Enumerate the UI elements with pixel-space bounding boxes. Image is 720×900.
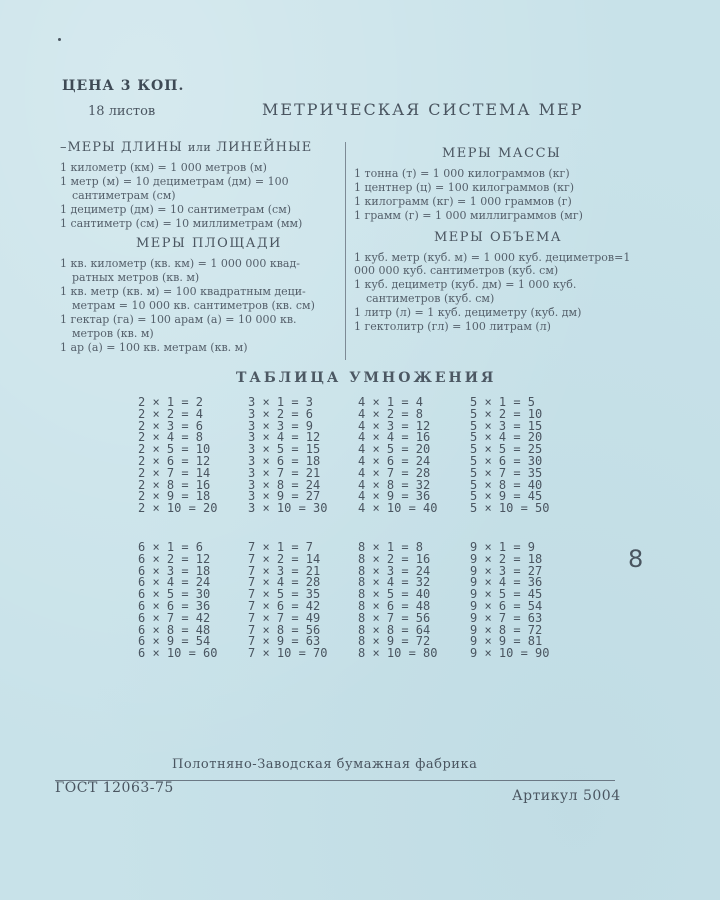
area-line: 1 кв. километр (кв. км) = 1 000 000 квад- xyxy=(60,257,300,270)
multiplication-row: 3 × 9 = 27 xyxy=(248,489,321,504)
multiplication-row: 9 × 2 = 18 xyxy=(470,551,543,566)
multiplication-row: 2 × 5 = 10 xyxy=(138,442,211,457)
multiplication-row: 8 × 6 = 48 xyxy=(358,598,431,613)
mass-line: 1 килограмм (кг) = 1 000 граммов (г) xyxy=(354,195,572,208)
multiplication-row: 6 × 1 = 6 xyxy=(138,540,204,554)
multiplication-row: 5 × 3 = 15 xyxy=(470,418,543,433)
multiplication-block xyxy=(470,397,549,515)
multiplication-block xyxy=(138,542,217,660)
multiplication-row: 7 × 8 = 56 xyxy=(248,622,321,637)
multiplication-row: 4 × 2 = 8 xyxy=(358,406,424,421)
multiplication-row: 6 × 10 = 60 xyxy=(138,646,218,661)
multiplication-row: 5 × 1 = 5 xyxy=(470,395,536,409)
multiplication-row: 3 × 6 = 18 xyxy=(248,453,321,468)
multiplication-row: 5 × 10 = 50 xyxy=(470,501,550,516)
multiplication-row: 5 × 4 = 20 xyxy=(470,430,543,445)
multiplication-row: 7 × 4 = 28 xyxy=(248,575,321,590)
multiplication-row: 4 × 9 = 36 xyxy=(358,489,431,504)
multiplication-row: 6 × 5 = 30 xyxy=(138,587,211,602)
length-title-or: или xyxy=(188,141,212,154)
multiplication-row: 4 × 7 = 28 xyxy=(358,465,431,480)
multiplication-row: 8 × 2 = 16 xyxy=(358,551,431,566)
column-divider xyxy=(345,142,346,360)
multiplication-row: 5 × 6 = 30 xyxy=(470,453,543,468)
mass-line: 1 центнер (ц) = 100 килограммов (кг) xyxy=(354,181,575,194)
multiplication-row: 9 × 8 = 72 xyxy=(470,622,543,637)
volume-line-cont: сантиметров (куб. см) xyxy=(366,292,495,305)
multiplication-row: 2 × 3 = 6 xyxy=(138,418,204,433)
length-title-main: МЕРЫ ДЛИНЫ xyxy=(67,140,183,155)
multiplication-row: 9 × 6 = 54 xyxy=(470,598,543,613)
multiplication-row: 2 × 6 = 12 xyxy=(138,453,211,468)
multiplication-row: 9 × 3 = 27 xyxy=(470,563,543,578)
multiplication-row: 5 × 2 = 10 xyxy=(470,406,543,421)
length-line: 1 дециметр (дм) = 10 сантиметрам (см) xyxy=(60,203,292,216)
multiplication-row: 5 × 8 = 40 xyxy=(470,477,543,492)
multiplication-row: 4 × 3 = 12 xyxy=(358,418,431,433)
factory-name: Полотняно-Заводская бумажная фабрика xyxy=(172,757,478,772)
multiplication-row: 8 × 7 = 56 xyxy=(358,610,431,625)
multiplication-block xyxy=(470,542,549,660)
multiplication-block xyxy=(358,397,437,515)
multiplication-row: 4 × 5 = 20 xyxy=(358,442,431,457)
multiplication-row: 7 × 10 = 70 xyxy=(248,646,328,661)
article-number: Артикул 5004 xyxy=(512,788,621,804)
multiplication-row: 3 × 5 = 15 xyxy=(248,442,321,457)
multiplication-row: 7 × 7 = 49 xyxy=(248,610,321,625)
left-measures-column xyxy=(60,140,340,355)
multiplication-row: 4 × 10 = 40 xyxy=(358,501,438,516)
multiplication-row: 4 × 6 = 24 xyxy=(358,453,431,468)
multiplication-row: 9 × 9 = 81 xyxy=(470,634,543,649)
price-label: ЦЕНА 3 КОП. xyxy=(62,78,185,94)
length-line: 1 километр (км) = 1 000 метров (м) xyxy=(60,161,267,174)
multiplication-row: 9 × 1 = 9 xyxy=(470,540,536,554)
multiplication-row: 4 × 1 = 4 xyxy=(358,395,424,409)
multiplication-row: 6 × 8 = 48 xyxy=(138,622,211,637)
mass-section-title: МЕРЫ МАССЫ xyxy=(442,146,562,161)
mass-line: 1 тонна (т) = 1 000 килограммов (кг) xyxy=(354,167,570,180)
multiplication-row: 8 × 5 = 40 xyxy=(358,587,431,602)
multiplication-row: 3 × 10 = 30 xyxy=(248,501,328,516)
multiplication-table-title: ТАБЛИЦА УМНОЖЕНИЯ xyxy=(236,370,497,386)
multiplication-row: 3 × 1 = 3 xyxy=(248,395,314,409)
multiplication-row: 8 × 1 = 8 xyxy=(358,540,424,554)
length-line-cont: сантиметрам (см) xyxy=(72,189,176,202)
multiplication-row: 7 × 5 = 35 xyxy=(248,587,321,602)
length-line: 1 сантиметр (см) = 10 миллиметрам (мм) xyxy=(60,217,303,230)
length-title-alt: ЛИНЕЙНЫЕ xyxy=(216,140,313,155)
area-line-cont: метрам = 10 000 кв. сантиметров (кв. см) xyxy=(72,299,315,312)
area-line: 1 ар (а) = 100 кв. метрам (кв. м) xyxy=(60,341,248,354)
multiplication-block xyxy=(248,542,327,660)
multiplication-row: 8 × 8 = 64 xyxy=(358,622,431,637)
gost-code: ГОСТ 12063-75 xyxy=(55,780,174,796)
volume-line: 1 гектолитр (гл) = 100 литрам (л) xyxy=(354,320,551,333)
multiplication-row: 5 × 9 = 45 xyxy=(470,489,543,504)
volume-line: 1 литр (л) = 1 куб. дециметру (куб. дм) xyxy=(354,306,582,319)
multiplication-row: 2 × 4 = 8 xyxy=(138,430,204,445)
multiplication-row: 3 × 2 = 6 xyxy=(248,406,314,421)
multiplication-row: 2 × 10 = 20 xyxy=(138,501,218,516)
multiplication-row: 8 × 10 = 80 xyxy=(358,646,438,661)
multiplication-row: 3 × 8 = 24 xyxy=(248,477,321,492)
multiplication-block xyxy=(248,397,327,515)
multiplication-row: 2 × 7 = 14 xyxy=(138,465,211,480)
multiplication-row: 4 × 4 = 16 xyxy=(358,430,431,445)
page-title: МЕТРИЧЕСКАЯ СИСТЕМА МЕР xyxy=(262,100,584,119)
multiplication-block xyxy=(138,397,217,515)
multiplication-row: 4 × 8 = 32 xyxy=(358,477,431,492)
multiplication-row: 2 × 8 = 16 xyxy=(138,477,211,492)
multiplication-row: 5 × 5 = 25 xyxy=(470,442,543,457)
multiplication-row: 8 × 4 = 32 xyxy=(358,575,431,590)
multiplication-row: 3 × 7 = 21 xyxy=(248,465,321,480)
area-line-cont: ратных метров (кв. м) xyxy=(72,271,200,284)
area-section-title: МЕРЫ ПЛОЩАДИ xyxy=(136,236,282,251)
multiplication-row: 7 × 9 = 63 xyxy=(248,634,321,649)
multiplication-row: 7 × 3 = 21 xyxy=(248,563,321,578)
multiplication-row: 6 × 6 = 36 xyxy=(138,598,211,613)
multiplication-row: 3 × 3 = 9 xyxy=(248,418,314,433)
multiplication-row: 9 × 10 = 90 xyxy=(470,646,550,661)
multiplication-row: 8 × 9 = 72 xyxy=(358,634,431,649)
multiplication-row: 6 × 7 = 42 xyxy=(138,610,211,625)
area-line-cont: метров (кв. м) xyxy=(72,327,154,340)
multiplication-row: 9 × 5 = 45 xyxy=(470,587,543,602)
mass-line: 1 грамм (г) = 1 000 миллиграммов (мг) xyxy=(354,209,583,222)
multiplication-row: 9 × 4 = 36 xyxy=(470,575,543,590)
multiplication-row: 6 × 2 = 12 xyxy=(138,551,211,566)
ink-dot xyxy=(58,38,61,41)
volume-line: 1 куб. метр (куб. м) = 1 000 куб. дециметров=1 000 000 куб. сантиметров (куб. см) xyxy=(354,251,631,277)
multiplication-row: 2 × 2 = 4 xyxy=(138,406,204,421)
multiplication-row: 8 × 3 = 24 xyxy=(358,563,431,578)
area-line: 1 гектар (га) = 100 арам (а) = 10 000 кв. xyxy=(60,313,297,326)
multiplication-row: 2 × 9 = 18 xyxy=(138,489,211,504)
area-line: 1 кв. метр (кв. м) = 100 квадратным деци- xyxy=(60,285,306,298)
multiplication-row: 6 × 3 = 18 xyxy=(138,563,211,578)
multiplication-row: 6 × 4 = 24 xyxy=(138,575,211,590)
multiplication-block xyxy=(358,542,437,660)
multiplication-row: 2 × 1 = 2 xyxy=(138,395,204,409)
multiplication-row: 6 × 9 = 54 xyxy=(138,634,211,649)
sheet-count: 18 листов xyxy=(88,104,156,119)
multiplication-row: 3 × 4 = 12 xyxy=(248,430,321,445)
multiplication-row: 7 × 2 = 14 xyxy=(248,551,321,566)
multiplication-row: 5 × 7 = 35 xyxy=(470,465,543,480)
length-section-title: –МЕРЫ ДЛИНЫ или ЛИНЕЙНЫЕ xyxy=(60,140,313,155)
right-measures-column xyxy=(354,146,644,334)
volume-line: 1 куб. дециметр (куб. дм) = 1 000 куб. xyxy=(354,278,577,291)
multiplication-row: 7 × 1 = 7 xyxy=(248,540,314,554)
volume-section-title: МЕРЫ ОБЪЕМА xyxy=(434,230,563,245)
multiplication-row: 7 × 6 = 42 xyxy=(248,598,321,613)
side-number: 8 xyxy=(628,545,644,573)
multiplication-row: 9 × 7 = 63 xyxy=(470,610,543,625)
length-line: 1 метр (м) = 10 дециметрам (дм) = 100 xyxy=(60,175,289,188)
